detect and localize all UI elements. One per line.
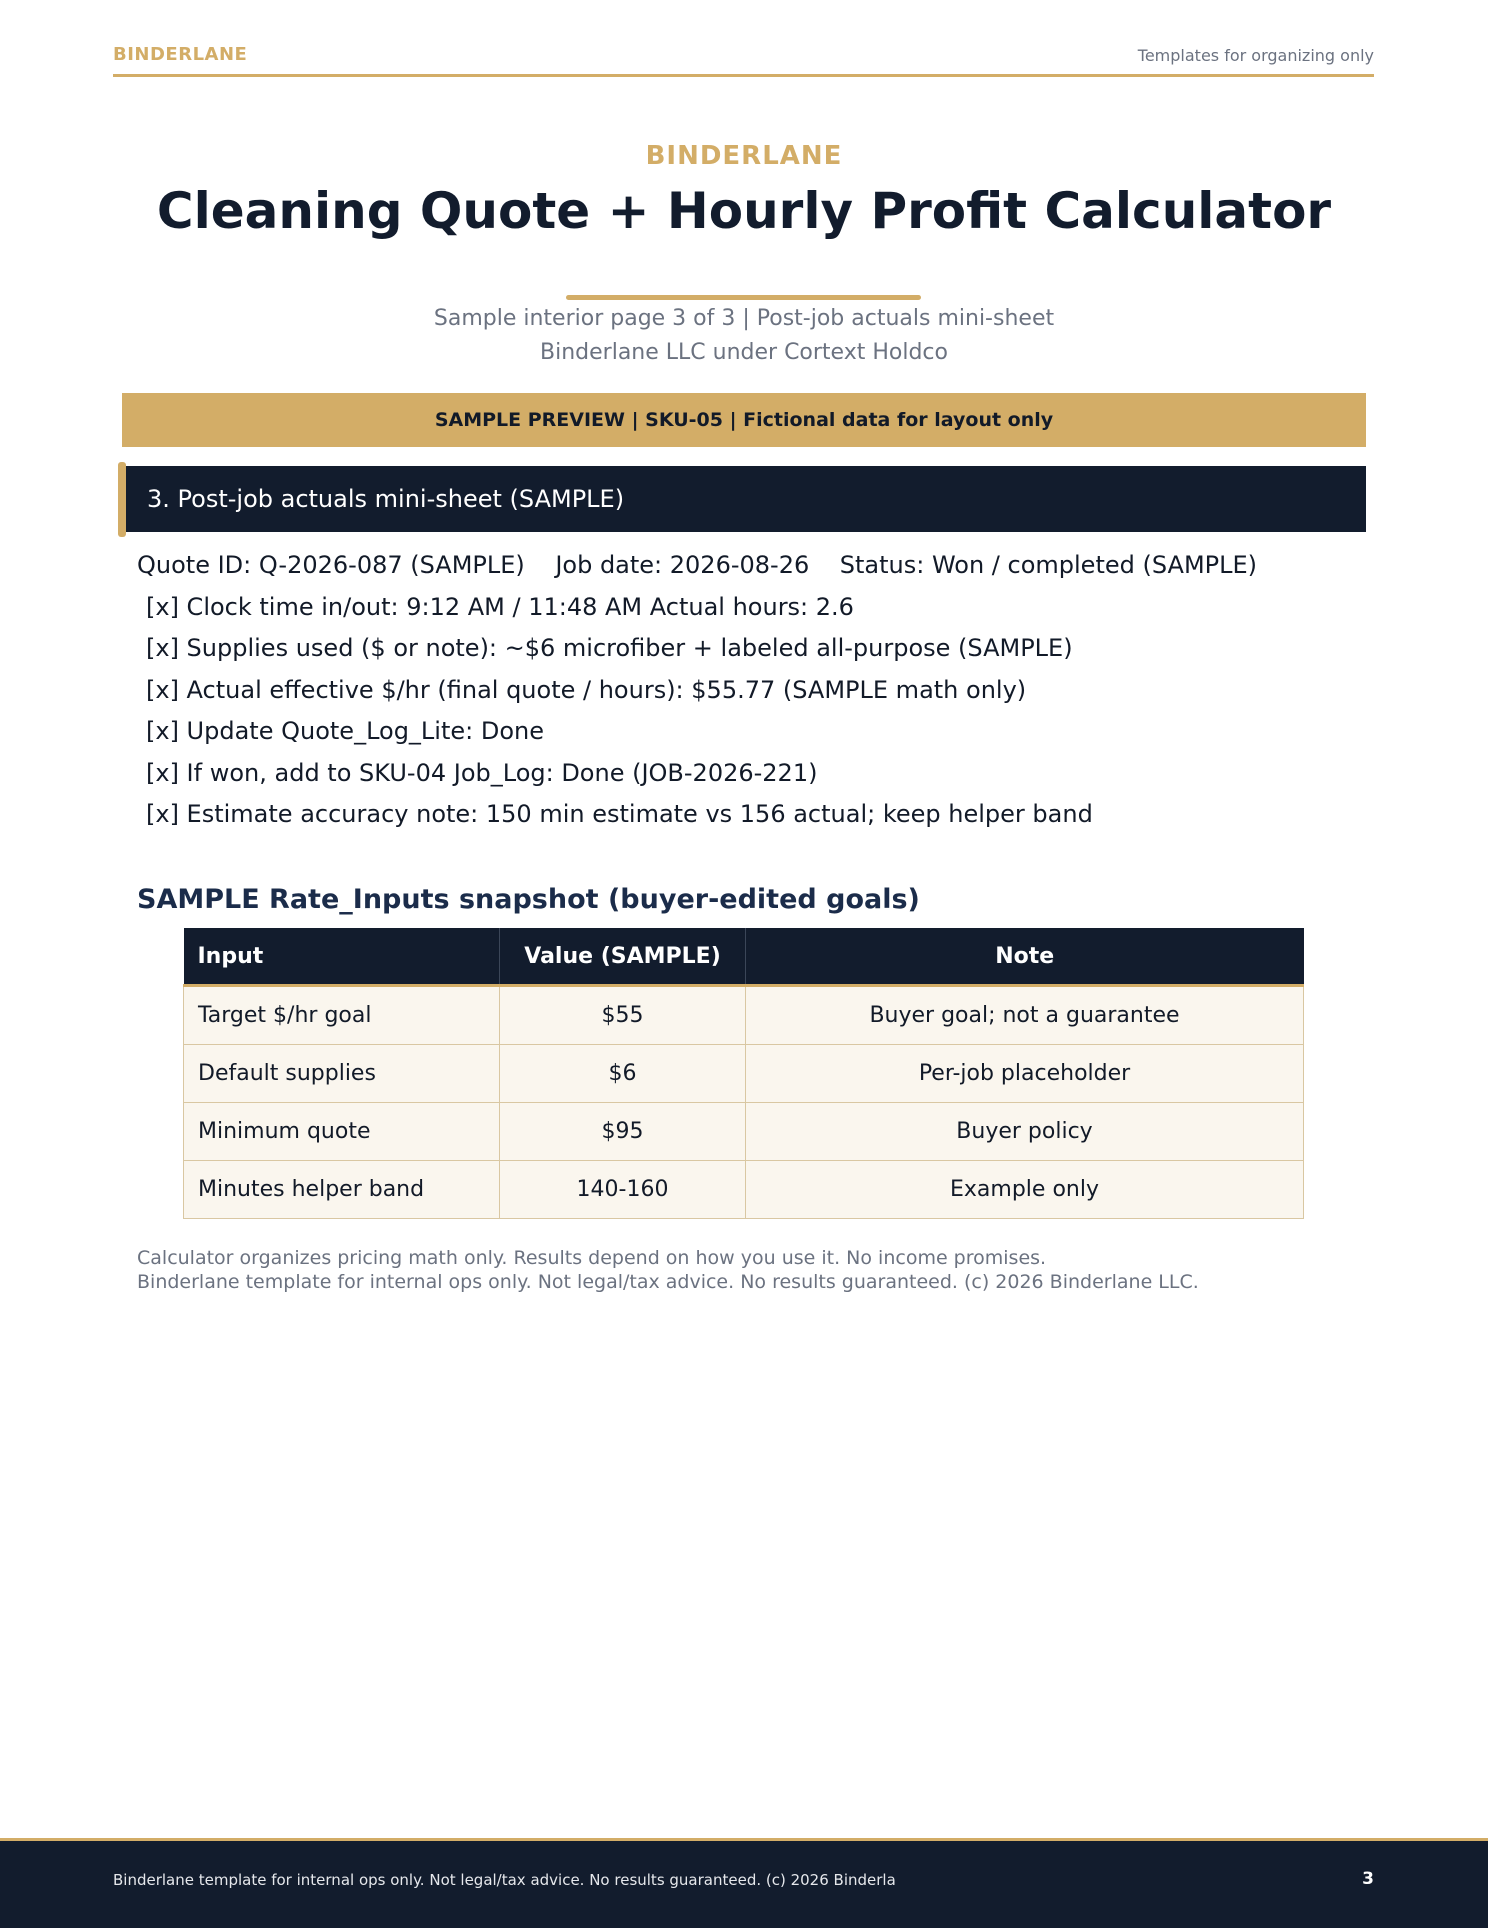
cell-value: $55: [500, 986, 746, 1045]
checklist-item: [x] Estimate accuracy note: 150 min estimate vs 156 actual; keep helper band: [146, 799, 1093, 828]
disclaimer-line: Binderlane template for internal ops only. Not legal/tax advice. No results guaranteed. (c) 2026 Binderlane LLC.: [137, 1271, 1199, 1293]
table-row: [184, 986, 1304, 1045]
table-row: [184, 1103, 1304, 1161]
rate-inputs-table: [183, 928, 1304, 1219]
page-footer: [0, 1838, 1488, 1928]
column-header-note: Note: [746, 928, 1304, 986]
hero-brand: BINDERLANE: [645, 141, 843, 171]
footer-text: Binderlane template for internal ops only. Not legal/tax advice. No results guaranteed. (c) 2026 Binderla: [113, 1871, 896, 1889]
cell-value: $6: [500, 1045, 746, 1103]
checklist-item: [x] Supplies used ($ or note): ~$6 microfiber + labeled all-purpose (SAMPLE): [146, 634, 1073, 663]
running-header: [113, 44, 1374, 77]
page-number: 3: [1362, 1869, 1374, 1889]
disclaimer: [137, 1246, 1199, 1294]
cell-value: $95: [500, 1103, 746, 1161]
section-header: [126, 466, 1366, 532]
column-header-input: Input: [184, 928, 500, 986]
rate-inputs-heading: SAMPLE Rate_Inputs snapshot (buyer-edited goals): [137, 884, 920, 915]
cell-value: 140-160: [500, 1161, 746, 1219]
table-row: [184, 1045, 1304, 1103]
sample-preview-banner: SAMPLE PREVIEW | SKU-05 | Fictional data for layout only: [122, 393, 1366, 447]
header-brand: BINDERLANE: [113, 44, 248, 65]
cell-note: Example only: [746, 1161, 1304, 1219]
actuals-checklist: [146, 592, 1093, 840]
page-subtitle: Sample interior page 3 of 3 | Post-job actuals mini-sheet: [433, 306, 1055, 331]
cell-note: Per-job placeholder: [746, 1045, 1304, 1103]
section-accent-bar: [118, 462, 126, 537]
checklist-item: [x] Clock time in/out: 9:12 AM / 11:48 AM Actual hours: 2.6: [146, 593, 854, 621]
disclaimer-line: Calculator organizes pricing math only. Results depend on how you use it. No income promises.: [137, 1247, 1047, 1269]
table-row: [184, 1161, 1304, 1219]
company-line: Binderlane LLC under Cortext Holdco: [540, 340, 948, 365]
quote-meta-line: Quote ID: Q-2026-087 (SAMPLE) Job date: 2026-08-26 Status: Won / completed (SAMPLE): [137, 551, 1258, 579]
checklist-item: [x] Update Quote_Log_Lite: Done: [146, 717, 545, 746]
cell-input: Minimum quote: [184, 1103, 500, 1161]
cell-input: Default supplies: [184, 1045, 500, 1103]
table-header-row: [184, 928, 1304, 986]
cell-note: Buyer goal; not a guarantee: [746, 986, 1304, 1045]
section-title: 3. Post-job actuals mini-sheet (SAMPLE): [147, 485, 625, 513]
cell-input: Minutes helper band: [184, 1161, 500, 1219]
cell-note: Buyer policy: [746, 1103, 1304, 1161]
checklist-item: [x] If won, add to SKU-04 Job_Log: Done (JOB-2026-221): [146, 758, 818, 787]
checklist-item: [x] Actual effective $/hr (final quote / hours): $55.77 (SAMPLE math only): [146, 675, 1027, 704]
title-divider: [566, 295, 921, 300]
page-title: Cleaning Quote + Hourly Profit Calculator: [156, 182, 1332, 240]
cell-input: Target $/hr goal: [184, 986, 500, 1045]
header-tagline: Templates for organizing only: [1137, 46, 1374, 65]
column-header-value: Value (SAMPLE): [500, 928, 746, 986]
